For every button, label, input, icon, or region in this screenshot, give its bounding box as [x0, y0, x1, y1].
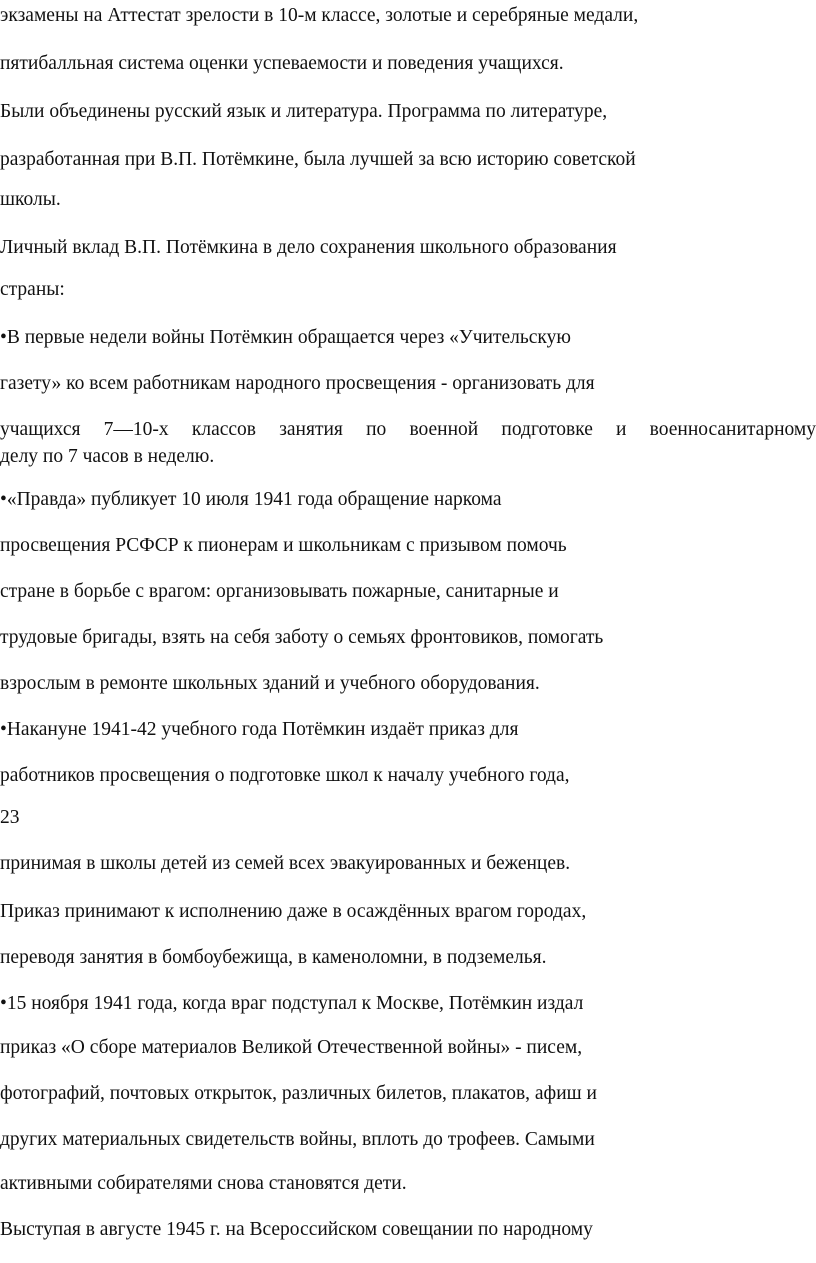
text-line: Были объединены русский язык и литература. Программа по литературе, — [0, 101, 608, 122]
text-line: приказ «О сборе материалов Великой Отечественной войны» - писем, — [0, 1037, 583, 1058]
text-line: просвещения РСФСР к пионерам и школьникам с призывом помочь — [0, 535, 567, 556]
text-line: стране в борьбе с врагом: организовывать пожарные, санитарные и — [0, 581, 559, 602]
text-line: фотографий, почтовых открыток, различных билетов, плакатов, афиш и — [0, 1083, 597, 1104]
page-number: 23 — [0, 807, 20, 828]
text-line: взрослым в ремонте школьных зданий и учебного оборудования. — [0, 673, 540, 694]
text-line: активными собирателями снова становятся дети. — [0, 1173, 407, 1194]
text-line: экзамены на Аттестат зрелости в 10-м классе, золотые и серебряные медали, — [0, 5, 639, 26]
text-line: •В первые недели войны Потёмкин обращается через «Учительскую — [0, 327, 571, 348]
text-line: учащихся 7—10-х классов занятия по военной подготовке и военносанитарному — [0, 419, 816, 440]
text-line: Личный вклад В.П. Потёмкина в дело сохранения школьного образования — [0, 237, 617, 258]
text-line: делу по 7 часов в неделю. — [0, 446, 215, 467]
text-line: газету» ко всем работникам народного просвещения - организовать для — [0, 373, 595, 394]
text-line: трудовые бригады, взять на себя заботу о семьях фронтовиков, помогать — [0, 627, 604, 648]
text-line: переводя занятия в бомбоубежища, в каменоломни, в подземелья. — [0, 947, 547, 968]
text-line: принимая в школы детей из семей всех эвакуированных и беженцев. — [0, 853, 571, 874]
text-line: •15 ноября 1941 года, когда враг подступал к Москве, Потёмкин издал — [0, 993, 584, 1014]
text-line: страны: — [0, 279, 65, 300]
text-line: •«Правда» публикует 10 июля 1941 года обращение наркома — [0, 489, 502, 510]
text-line: разработанная при В.П. Потёмкине, была лучшей за всю историю советской — [0, 149, 636, 170]
text-line: пятибалльная система оценки успеваемости и поведения учащихся. — [0, 53, 564, 74]
text-line: Выступая в августе 1945 г. на Всероссийском совещании по народному — [0, 1219, 593, 1240]
text-line: школы. — [0, 189, 61, 210]
text-line: Приказ принимают к исполнению даже в осаждённых врагом городах, — [0, 901, 587, 922]
text-line: •Накануне 1941-42 учебного года Потёмкин издаёт приказ для — [0, 719, 519, 740]
text-line: работников просвещения о подготовке школ к началу учебного года, — [0, 765, 570, 786]
text-line: других материальных свидетельств войны, вплоть до трофеев. Самыми — [0, 1129, 595, 1150]
